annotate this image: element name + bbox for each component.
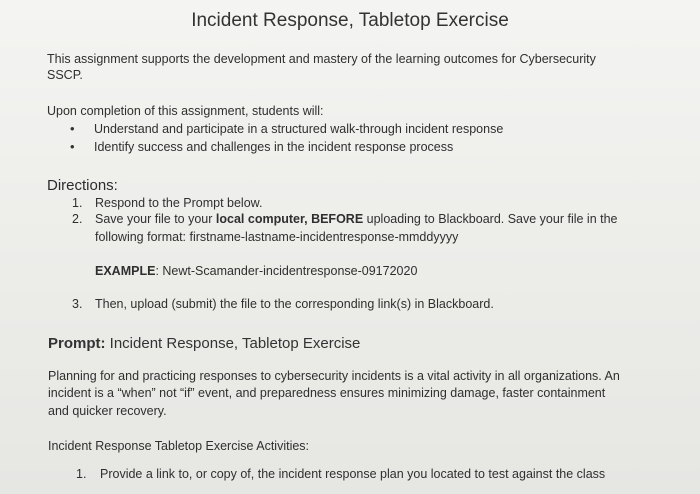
bullet-dot-icon: • xyxy=(70,121,75,136)
intro-line-1: This assignment supports the development and mastery of the learning outcomes for Cybersecurity xyxy=(47,52,596,66)
activities-heading: Incident Response Tabletop Exercise Activities: xyxy=(48,439,310,453)
step-2-format: following format: firstname-lastname-incidentresponse-mmddyyyy xyxy=(95,230,459,244)
step-1-number: 1. xyxy=(72,196,83,210)
document-title: Incident Response, Tabletop Exercise xyxy=(191,10,509,31)
outcomes-lead: Upon completion of this assignment, students will: xyxy=(47,104,324,118)
step-2-number: 2. xyxy=(72,212,83,226)
step-3-number: 3. xyxy=(72,297,83,311)
intro-line-2: SSCP. xyxy=(47,68,83,82)
bullet-dot-icon: • xyxy=(70,139,75,154)
prompt-paragraph-line-3: and quicker recovery. xyxy=(48,404,167,418)
activity-1-number: 1. xyxy=(76,467,87,481)
step-3-text: Then, upload (submit) the file to the corresponding link(s) in Blackboard. xyxy=(95,297,494,311)
outcome-bullet-2: Identify success and challenges in the incident response process xyxy=(94,140,454,154)
activity-1-text: Provide a link to, or copy of, the incident response plan you located to test against the class xyxy=(100,467,606,481)
prompt-paragraph-line-1: Planning for and practicing responses to cybersecurity incidents is a vital activity in all organizations. An xyxy=(48,369,620,383)
directions-heading: Directions: xyxy=(47,177,118,194)
prompt-heading: Prompt: Incident Response, Tabletop Exercise xyxy=(48,335,361,352)
prompt-paragraph-line-2: incident is a “when” not “if” event, and preparedness ensures minimizing damage, faster containment xyxy=(48,386,606,400)
step-1-text: Respond to the Prompt below. xyxy=(95,196,263,210)
outcome-bullet-1: Understand and participate in a structured walk-through incident response xyxy=(94,122,504,136)
example-line: EXAMPLE: Newt-Scamander-incidentresponse-09172020 xyxy=(95,264,418,278)
step-2-text: Save your file to your local computer, BEFORE uploading to Blackboard. Save your file in the xyxy=(95,212,618,226)
